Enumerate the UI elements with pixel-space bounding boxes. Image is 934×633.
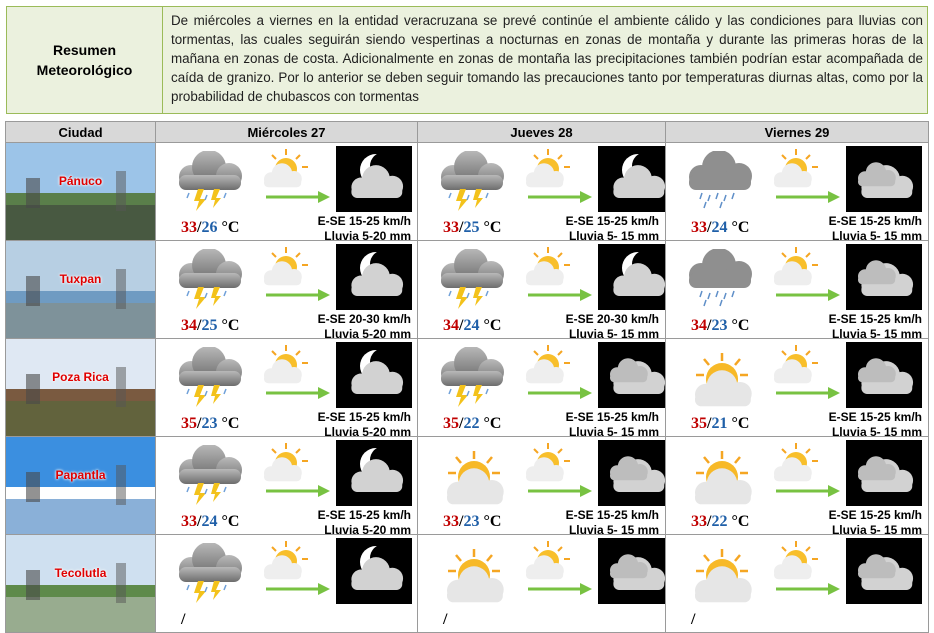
- night-cloud-icon: [598, 538, 665, 604]
- day-forecast-cell: [666, 241, 929, 339]
- temp-max: 35: [181, 415, 197, 432]
- day-forecast-cell: [156, 339, 418, 437]
- sun-arrow-icon: [766, 147, 844, 207]
- wind-text: E-SE 15-25 km/h: [565, 508, 659, 522]
- temperature: /: [443, 611, 448, 628]
- sun-arrow-icon: [256, 245, 334, 305]
- temp-max: 33: [443, 513, 459, 530]
- temp-unit: °C: [731, 415, 750, 432]
- wind-rain-info: [829, 312, 922, 338]
- temp-max: 34: [181, 317, 197, 334]
- wind-rain-info: [318, 410, 411, 436]
- temp-max: 35: [443, 415, 459, 432]
- day-forecast-cell: [666, 143, 929, 241]
- rain-text: Lluvia 5-20 mm: [324, 327, 411, 338]
- wind-text: E-SE 15-25 km/h: [828, 508, 922, 522]
- partly-sunny-icon: [684, 543, 764, 607]
- day-forecast-cell: [418, 437, 666, 535]
- night-cloud-icon: [598, 440, 665, 506]
- temp-unit: °C: [221, 317, 240, 334]
- wind-text: E-SE 15-25 km/h: [828, 410, 922, 424]
- partly-sunny-icon: [436, 445, 516, 509]
- table-row: [6, 241, 929, 339]
- sun-arrow-icon: [766, 245, 844, 305]
- wind-rain-info: [829, 214, 922, 240]
- temp-max: 33: [691, 513, 707, 530]
- sun-arrow-icon: [256, 343, 334, 403]
- rain-text: Lluvia 5- 15 mm: [831, 523, 922, 534]
- rain-text: Lluvia 5- 15 mm: [831, 229, 922, 240]
- temp-min: 23: [463, 513, 480, 530]
- night-moon-cloud-icon: [336, 440, 412, 506]
- temperature: 33/22 °C: [691, 513, 750, 530]
- storm-cloud-icon: [436, 249, 506, 309]
- header-day-3: Viernes 29: [666, 122, 929, 143]
- sun-arrow-icon: [518, 147, 596, 207]
- rain-text: Lluvia 5- 15 mm: [831, 425, 922, 436]
- rain-text: Lluvia 5- 15 mm: [568, 327, 659, 338]
- temp-unit: °C: [483, 415, 502, 432]
- rain-text: Lluvia 5- 15 mm: [568, 425, 659, 436]
- forecast-table: [5, 121, 929, 633]
- night-cloud-icon: [598, 342, 665, 408]
- temp-min: 23: [201, 415, 218, 432]
- sun-arrow-icon: [518, 343, 596, 403]
- temp-min: 26: [201, 219, 218, 236]
- temperature: 35/21 °C: [691, 415, 750, 432]
- rain-text: Lluvia 5- 15 mm: [568, 523, 659, 534]
- table-row: [6, 143, 929, 241]
- temperature: /: [691, 611, 696, 628]
- summary-label: Resumen Meteorológico: [7, 7, 163, 113]
- night-cloud-icon: [846, 538, 922, 604]
- temperature: 33/26 °C: [181, 219, 240, 236]
- temperature: 33/23 °C: [443, 513, 502, 530]
- rain-text: Lluvia 5- 15 mm: [831, 327, 922, 338]
- night-cloud-icon: [846, 440, 922, 506]
- rain-text: Lluvia 5-20 mm: [324, 523, 411, 534]
- rain-text: Lluvia 5- 15 mm: [568, 229, 659, 240]
- sun-arrow-icon: [256, 147, 334, 207]
- storm-cloud-icon: [174, 445, 244, 505]
- city-name: Poza Rica: [52, 370, 109, 384]
- temperature: 35/22 °C: [443, 415, 502, 432]
- header-day-1: Miércoles 27: [156, 122, 418, 143]
- night-moon-cloud-icon: [598, 146, 665, 212]
- night-moon-cloud-icon: [336, 244, 412, 310]
- city-name: Tecolutla: [54, 566, 107, 580]
- day-forecast-cell: [418, 535, 666, 633]
- forecast-header-row: [6, 122, 929, 143]
- wind-rain-info: [566, 312, 659, 338]
- wind-text: E-SE 15-25 km/h: [317, 214, 411, 228]
- wind-text: E-SE 20-30 km/h: [317, 312, 411, 326]
- city-cell: [6, 535, 156, 633]
- city-photo: [6, 241, 155, 338]
- night-moon-cloud-icon: [336, 538, 412, 604]
- temp-min: 24: [201, 513, 218, 530]
- night-moon-cloud-icon: [336, 342, 412, 408]
- wind-rain-info: [318, 312, 411, 338]
- weather-summary-box: [6, 6, 928, 114]
- summary-text: De miércoles a viernes en la entidad veracruzana se prevé continúe el ambiente cálido y las condiciones para lluvias con tormentas, las cuales seguirán siendo vespertinas a nocturnas en zonas de montaña y durante las primeras horas de la mañana en zonas de costa. Adicionalmente en zonas de montaña las precipitaciones también podrían estar acompañada de caída de granizo. Por lo anterior se deben seguir tomando las precauciones tanto por temperaturas diurnas altas, como por la probabilidad de chubascos con tormentas: [171, 13, 923, 104]
- temp-unit: °C: [221, 415, 240, 432]
- storm-cloud-icon: [436, 347, 506, 407]
- temp-max: 33: [181, 513, 197, 530]
- sun-arrow-icon: [766, 539, 844, 599]
- temp-max: 33: [181, 219, 197, 236]
- table-row: [6, 535, 929, 633]
- temp-unit: °C: [731, 219, 750, 236]
- wind-rain-info: [829, 508, 922, 534]
- temperature: 35/23 °C: [181, 415, 240, 432]
- partly-sunny-icon: [436, 543, 516, 607]
- day-forecast-cell: [666, 339, 929, 437]
- city-name: Tuxpan: [59, 272, 102, 286]
- day-forecast-cell: [418, 241, 666, 339]
- temp-min: 23: [711, 317, 728, 334]
- temp-unit: °C: [483, 317, 502, 334]
- wind-rain-info: [318, 214, 411, 240]
- partly-sunny-icon: [684, 445, 764, 509]
- day-forecast-cell: [156, 437, 418, 535]
- temp-min: 22: [463, 415, 480, 432]
- city-photo: [6, 535, 155, 632]
- temp-min: 25: [463, 219, 480, 236]
- table-row: [6, 339, 929, 437]
- day-forecast-cell: [418, 339, 666, 437]
- temp-max: 33: [691, 219, 707, 236]
- storm-cloud-icon: [174, 347, 244, 407]
- night-moon-cloud-icon: [598, 244, 665, 310]
- temp-unit: °C: [221, 219, 240, 236]
- temperature: 33/25 °C: [443, 219, 502, 236]
- city-name: Pánuco: [58, 174, 103, 188]
- storm-cloud-icon: [174, 249, 244, 309]
- temp-min: 22: [711, 513, 728, 530]
- temp-unit: °C: [483, 513, 502, 530]
- day-forecast-cell: [156, 535, 418, 633]
- temp-min: 24: [463, 317, 480, 334]
- wind-rain-info: [566, 410, 659, 436]
- wind-text: E-SE 15-25 km/h: [565, 410, 659, 424]
- sun-arrow-icon: [518, 245, 596, 305]
- partly-sunny-icon: [684, 347, 764, 411]
- day-forecast-cell: [666, 535, 929, 633]
- wind-text: E-SE 15-25 km/h: [317, 508, 411, 522]
- temperature: 34/25 °C: [181, 317, 240, 334]
- sun-arrow-icon: [256, 441, 334, 501]
- day-forecast-cell: [156, 143, 418, 241]
- wind-text: E-SE 15-25 km/h: [828, 214, 922, 228]
- wind-text: E-SE 15-25 km/h: [317, 410, 411, 424]
- temperature: /: [181, 611, 186, 628]
- storm-cloud-icon: [174, 543, 244, 603]
- day-forecast-cell: [666, 437, 929, 535]
- header-city: Ciudad: [6, 122, 156, 143]
- city-photo: [6, 339, 155, 436]
- rain-text: Lluvia 5-20 mm: [324, 229, 411, 240]
- temp-unit: °C: [221, 513, 240, 530]
- night-moon-cloud-icon: [336, 146, 412, 212]
- wind-text: E-SE 15-25 km/h: [828, 312, 922, 326]
- wind-rain-info: [566, 214, 659, 240]
- temperature: 33/24 °C: [181, 513, 240, 530]
- wind-rain-info: [829, 410, 922, 436]
- wind-rain-info: [318, 508, 411, 534]
- temp-min: 25: [201, 317, 218, 334]
- temp-max: 33: [443, 219, 459, 236]
- sun-arrow-icon: [518, 539, 596, 599]
- temperature: 34/24 °C: [443, 317, 502, 334]
- day-forecast-cell: [156, 241, 418, 339]
- storm-cloud-icon: [436, 151, 506, 211]
- night-cloud-icon: [846, 244, 922, 310]
- storm-cloud-icon: [174, 151, 244, 211]
- temp-min: 24: [711, 219, 728, 236]
- wind-text: E-SE 15-25 km/h: [565, 214, 659, 228]
- temp-max: 34: [443, 317, 459, 334]
- city-cell: [6, 339, 156, 437]
- city-cell: [6, 143, 156, 241]
- wind-text: E-SE 20-30 km/h: [565, 312, 659, 326]
- night-cloud-icon: [846, 146, 922, 212]
- temp-unit: °C: [731, 513, 750, 530]
- temperature: 34/23 °C: [691, 317, 750, 334]
- day-forecast-cell: [418, 143, 666, 241]
- wind-rain-info: [566, 508, 659, 534]
- city-cell: [6, 241, 156, 339]
- temperature: 33/24 °C: [691, 219, 750, 236]
- sun-arrow-icon: [256, 539, 334, 599]
- temp-max: 35: [691, 415, 707, 432]
- sun-arrow-icon: [766, 343, 844, 403]
- temp-unit: °C: [731, 317, 750, 334]
- night-cloud-icon: [846, 342, 922, 408]
- header-day-2: Jueves 28: [418, 122, 666, 143]
- temp-max: 34: [691, 317, 707, 334]
- city-cell: [6, 437, 156, 535]
- city-photo: [6, 143, 155, 240]
- rain-text: Lluvia 5-20 mm: [324, 425, 411, 436]
- rain-cloud-icon: [684, 249, 754, 309]
- temp-min: 21: [711, 415, 728, 432]
- table-row: [6, 437, 929, 535]
- city-photo: [6, 437, 155, 534]
- sun-arrow-icon: [518, 441, 596, 501]
- sun-arrow-icon: [766, 441, 844, 501]
- rain-cloud-icon: [684, 151, 754, 211]
- temp-unit: °C: [483, 219, 502, 236]
- city-name: Papantla: [55, 468, 106, 482]
